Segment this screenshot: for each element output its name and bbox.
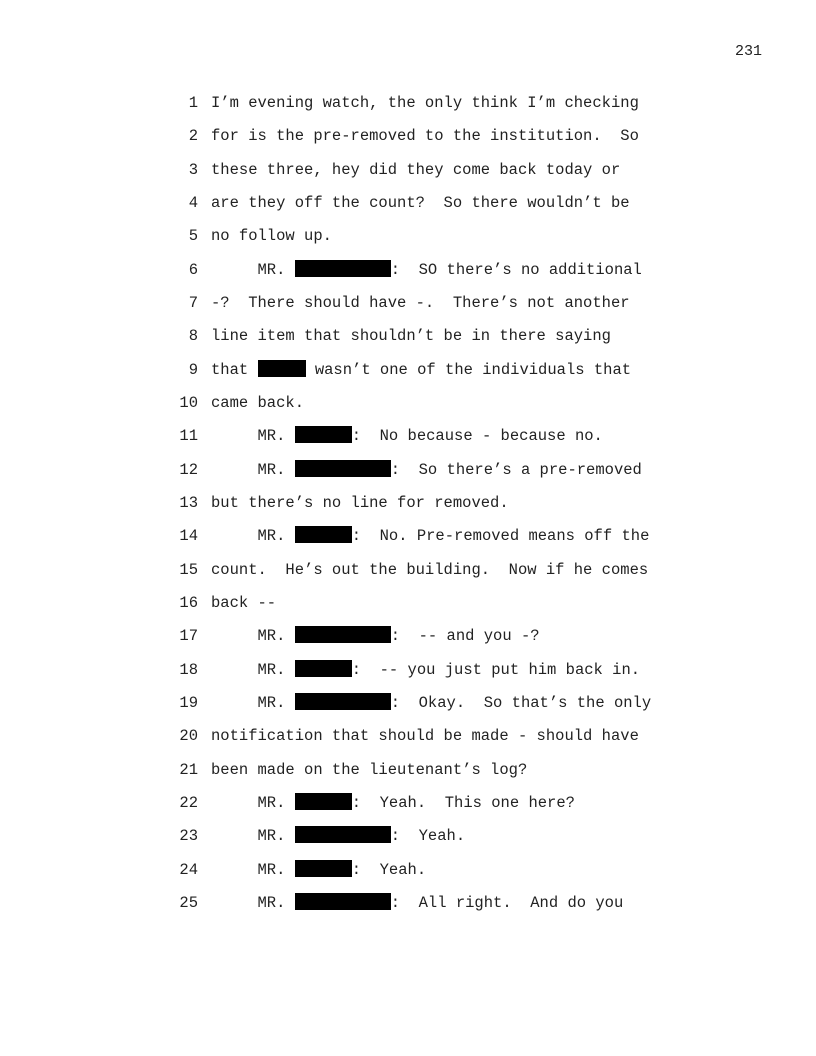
transcript-line [170, 260, 790, 293]
transcript-line [170, 360, 790, 393]
transcript-line [170, 726, 790, 759]
transcript-body [170, 93, 790, 926]
line-text-segment: : -- you just put him back in. [351, 660, 641, 679]
transcript-line [170, 393, 790, 426]
line-text [211, 226, 332, 246]
line-text-segment: : Okay. So that’s the only [390, 693, 652, 712]
line-number: 8 [188, 327, 198, 346]
line-text-segment: back -- [211, 593, 277, 612]
redaction-block [295, 826, 391, 843]
line-text [211, 826, 465, 846]
transcript-line [170, 660, 790, 693]
line-number: 21 [179, 760, 198, 779]
transcript-line [170, 193, 790, 226]
line-text [211, 426, 603, 446]
redaction-block [295, 860, 352, 877]
line-text-segment: : -- and you -? [390, 627, 540, 646]
redaction-block [295, 893, 391, 910]
line-number: 1 [188, 94, 198, 112]
line-text-segment: MR. [211, 627, 295, 646]
redaction-block [258, 360, 306, 377]
redaction-block [295, 693, 391, 710]
line-text [211, 793, 575, 813]
line-text [211, 493, 509, 513]
line-text [211, 260, 642, 280]
line-text-segment: MR. [211, 660, 295, 679]
line-text [211, 760, 527, 780]
line-number: 15 [179, 560, 198, 579]
line-number: 18 [179, 660, 198, 679]
line-text [211, 526, 649, 546]
line-text [211, 560, 648, 580]
redaction-block [295, 460, 391, 477]
line-text-segment: that [211, 360, 258, 379]
line-number: 10 [179, 393, 198, 412]
transcript-line [170, 293, 790, 326]
line-text-segment: : All right. And do you [390, 893, 624, 912]
line-number: 7 [188, 293, 198, 312]
line-text [211, 460, 642, 480]
line-text-segment: are they off the count? So there wouldn’t be [211, 193, 630, 212]
line-text-segment: MR. [211, 793, 295, 812]
line-text-segment: : Yeah. This one here? [351, 793, 575, 812]
line-text-segment: MR. [211, 260, 295, 279]
line-text [211, 160, 620, 180]
line-text-segment: for is the pre-removed to the institution. So [211, 127, 639, 146]
line-text [211, 626, 540, 646]
redaction-block [295, 260, 391, 277]
line-number: 13 [179, 493, 198, 512]
line-text-segment: count. He’s out the building. Now if he comes [211, 560, 649, 579]
line-number: 25 [179, 893, 198, 912]
transcript-line [170, 593, 790, 626]
line-text-segment: wasn’t one of the individuals that [305, 360, 632, 379]
line-text-segment: MR. [211, 427, 295, 446]
line-text-segment: : So there’s a pre-removed [390, 460, 642, 479]
line-text-segment: MR. [211, 527, 295, 546]
line-number: 6 [188, 260, 198, 279]
line-text-segment: been made on the lieutenant’s log? [211, 760, 528, 779]
line-text [211, 193, 630, 213]
redaction-block [295, 526, 352, 543]
line-text [211, 893, 623, 913]
line-text-segment: I’m evening watch, the only think I’m checking [211, 94, 639, 112]
line-text-segment: : Yeah. [390, 827, 466, 846]
redaction-block [295, 426, 352, 443]
transcript-line [170, 693, 790, 726]
line-number: 19 [179, 693, 198, 712]
line-number: 4 [188, 193, 198, 212]
line-text [211, 693, 651, 713]
line-text [211, 393, 304, 413]
line-number: 16 [179, 593, 198, 612]
line-text-segment: these three, hey did they come back today or [211, 160, 621, 179]
line-text-segment: MR. [211, 860, 295, 879]
transcript-line [170, 93, 790, 126]
line-number: 11 [179, 427, 198, 446]
line-text-segment: no follow up. [211, 227, 332, 246]
line-number: 9 [188, 360, 198, 379]
line-text-segment: came back. [211, 393, 305, 412]
transcript-line [170, 793, 790, 826]
line-text [211, 326, 611, 346]
transcript-line [170, 326, 790, 359]
line-text-segment: line item that shouldn’t be in there saying [211, 327, 611, 346]
transcript-line [170, 460, 790, 493]
line-text-segment: MR. [211, 893, 295, 912]
line-text-segment: : SO there’s no additional [390, 260, 642, 279]
transcript-line [170, 826, 790, 859]
transcript-line [170, 560, 790, 593]
line-number: 5 [188, 227, 198, 246]
transcript-line [170, 160, 790, 193]
line-text-segment: : Yeah. [351, 860, 427, 879]
line-number: 3 [188, 160, 198, 179]
line-text-segment: : No. Pre-removed means off the [351, 527, 650, 546]
redaction-block [295, 626, 391, 643]
line-text [211, 660, 640, 680]
line-number: 12 [179, 460, 198, 479]
line-text-segment: : No because - because no. [351, 427, 603, 446]
line-text [211, 126, 639, 146]
page-number: 231 [734, 43, 762, 60]
line-number: 24 [179, 860, 198, 879]
line-number: 14 [179, 527, 198, 546]
line-number: 22 [179, 793, 198, 812]
line-text-segment: MR. [211, 693, 295, 712]
transcript-line [170, 526, 790, 559]
line-text-segment: -? There should have -. There’s not another [211, 293, 630, 312]
transcript-line [170, 626, 790, 659]
redaction-block [295, 660, 352, 677]
line-text-segment: notification that should be made - should have [211, 727, 639, 746]
transcript-line [170, 760, 790, 793]
transcript-line [170, 226, 790, 259]
line-number: 17 [179, 627, 198, 646]
transcript-line [170, 426, 790, 459]
transcript-line [170, 893, 790, 926]
line-text [211, 360, 631, 380]
line-number: 20 [179, 727, 198, 746]
line-text [211, 860, 426, 880]
line-text [211, 726, 639, 746]
line-number: 2 [188, 127, 198, 146]
redaction-block [295, 793, 352, 810]
line-text [211, 293, 630, 313]
transcript-line [170, 860, 790, 893]
line-text-segment: MR. [211, 460, 295, 479]
transcript-line [170, 493, 790, 526]
line-text-segment: but there’s no line for removed. [211, 493, 509, 512]
line-text-segment: MR. [211, 827, 295, 846]
line-number: 23 [179, 827, 198, 846]
transcript-line [170, 126, 790, 159]
line-text [211, 593, 276, 613]
line-text [211, 93, 639, 113]
